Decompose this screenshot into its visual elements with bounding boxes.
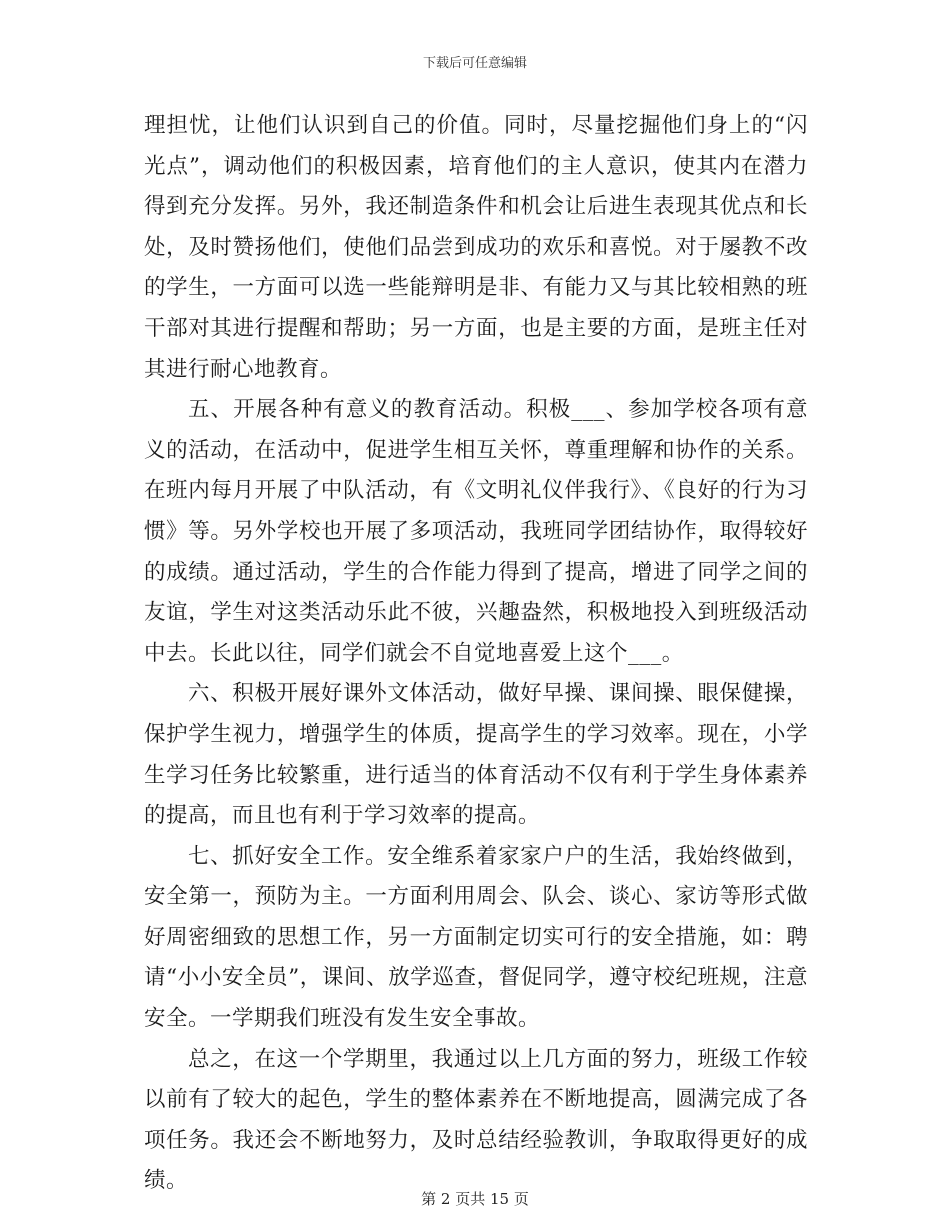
page-number: 第 2 页共 15 页 xyxy=(421,1190,529,1208)
paragraph-summary: 总之，在这一个学期里，我通过以上几方面的努力，班级工作较以前有了较大的起色，学生的整体素养在不断地提高，圆满完成了各项任务。我还会不断地努力，及时总结经验教训，争取取得更好的成绩。 xyxy=(144,1046,808,1194)
paragraph-section-five: 五、开展各种有意义的教育活动。积极___、参加学校各项有意义的活动，在活动中，促进学生相互关怀，尊重理解和协作的关系。在班内每月开展了中队活动，有《文明礼仪伴我行》、《良好的行为习惯》等。另外学校也开展了多项活动，我班同学团结协作，取得较好的成绩。通过活动，学生的合作能力得到了提高，增进了同学之间的友谊，学生对这类活动乐此不彼，兴趣盎然，积极地投入到班级活动中去。长此以往，同学们就会不自觉地喜爱上这个___。 xyxy=(144,397,808,666)
document-body xyxy=(144,106,808,1202)
paragraph-continuation: 理担忧，让他们认识到自己的价值。同时，尽量挖掘他们身上的“闪光点”，调动他们的积极因素，培育他们的主人意识，使其内在潜力得到充分发挥。另外，我还制造条件和机会让后进生表现其优点和长处，及时赞扬他们，使他们品尝到成功的欢乐和喜悦。对于屡教不改的学生，一方面可以选一些能辩明是非、有能力又与其比较相熟的班干部对其进行提醒和帮助；另一方面，也是主要的方面，是班主任对其进行耐心地教育。 xyxy=(144,113,808,382)
paragraph-section-seven: 七、抓好安全工作。安全维系着家家户户的生活，我始终做到，安全第一，预防为主。一方面利用周会、队会、谈心、家访等形式做好周密细致的思想工作，另一方面制定切实可行的安全措施，如：聘请“小小安全员”，课间、放学巡查，督促同学，遵守校纪班规，注意安全。一学期我们班没有发生安全事故。 xyxy=(144,843,808,1032)
paragraph-section-six: 六、积极开展好课外文体活动，做好早操、课间操、眼保健操，保护学生视力，增强学生的体质，提高学生的学习效率。现在，小学生学习任务比较繁重，进行适当的体育活动不仅有利于学生身体素养的提高，而且也有利于学习效率的提高。 xyxy=(144,681,808,829)
page-header: 下载后可任意编辑 xyxy=(422,56,527,71)
